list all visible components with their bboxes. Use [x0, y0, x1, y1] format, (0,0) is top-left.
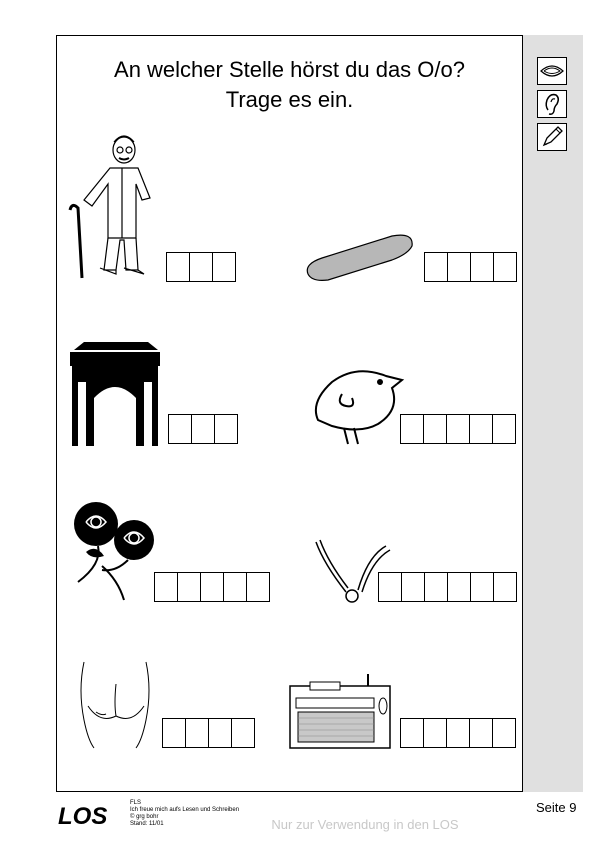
letter-box[interactable]: [155, 573, 178, 601]
letter-box[interactable]: [215, 415, 237, 443]
letter-box[interactable]: [213, 253, 235, 281]
letter-box[interactable]: [448, 573, 471, 601]
bird-picture: [308, 366, 408, 446]
eye-icon: [537, 57, 567, 85]
letter-boxes-necklace: [378, 572, 517, 602]
grandpa-picture: [62, 128, 172, 284]
letter-box[interactable]: [494, 573, 516, 601]
letter-box[interactable]: [186, 719, 209, 747]
letter-boxes-bird: [400, 414, 516, 444]
letter-box[interactable]: [402, 573, 425, 601]
letter-box[interactable]: [401, 415, 424, 443]
letter-box[interactable]: [447, 719, 470, 747]
radio-picture: [288, 672, 392, 750]
letter-box[interactable]: [232, 719, 254, 747]
footer-note: Nur zur Verwendung in den LOS: [271, 817, 459, 832]
footer-meta-line-4: Stand: 11/01: [130, 821, 164, 827]
letter-box[interactable]: [247, 573, 269, 601]
letter-box[interactable]: [425, 253, 448, 281]
letter-box[interactable]: [424, 415, 447, 443]
letter-box[interactable]: [224, 573, 247, 601]
letter-box[interactable]: [471, 573, 494, 601]
letter-boxes-roses: [154, 572, 270, 602]
footer-meta-line-3: © grg bohr: [130, 814, 159, 820]
letter-boxes-bottom: [162, 718, 255, 748]
logo-text: LOS: [58, 803, 108, 830]
page-number: Seite 9: [536, 800, 577, 815]
letter-box[interactable]: [471, 253, 494, 281]
letter-boxes-bread: [424, 252, 517, 282]
letter-box[interactable]: [178, 573, 201, 601]
gate-picture: [68, 340, 164, 446]
letter-box[interactable]: [470, 719, 493, 747]
letter-box[interactable]: [190, 253, 213, 281]
footer-meta-line-2: Ich freue mich aufs Lesen und Schreiben: [130, 807, 240, 813]
letter-box[interactable]: [167, 253, 190, 281]
page-title: [56, 55, 523, 115]
letter-box[interactable]: [209, 719, 232, 747]
bottom-picture: [76, 660, 156, 750]
title-line-2: Trage es ein.: [225, 87, 354, 112]
icon-sidebar: [523, 35, 583, 792]
ear-icon: [537, 90, 567, 118]
letter-box[interactable]: [424, 719, 447, 747]
title-line-1: An welcher Stelle hörst du das O/o?: [114, 57, 465, 82]
letter-box[interactable]: [470, 415, 493, 443]
letter-box[interactable]: [201, 573, 224, 601]
letter-box[interactable]: [447, 415, 470, 443]
letter-box[interactable]: [192, 415, 215, 443]
letter-box[interactable]: [448, 253, 471, 281]
letter-box[interactable]: [169, 415, 192, 443]
letter-boxes-radio: [400, 718, 516, 748]
pencil-icon: [537, 123, 567, 151]
letter-box[interactable]: [425, 573, 448, 601]
letter-box[interactable]: [493, 719, 515, 747]
letter-box[interactable]: [379, 573, 402, 601]
letter-boxes-gate: [168, 414, 238, 444]
roses-picture: [68, 500, 164, 604]
letter-boxes-grandpa: [166, 252, 236, 282]
los-logo: [56, 800, 122, 830]
bread-picture: [302, 230, 418, 284]
letter-box[interactable]: [401, 719, 424, 747]
footer-meta-line-1: FLS: [130, 800, 142, 806]
letter-box[interactable]: [494, 253, 516, 281]
letter-box[interactable]: [493, 415, 515, 443]
letter-box[interactable]: [163, 719, 186, 747]
